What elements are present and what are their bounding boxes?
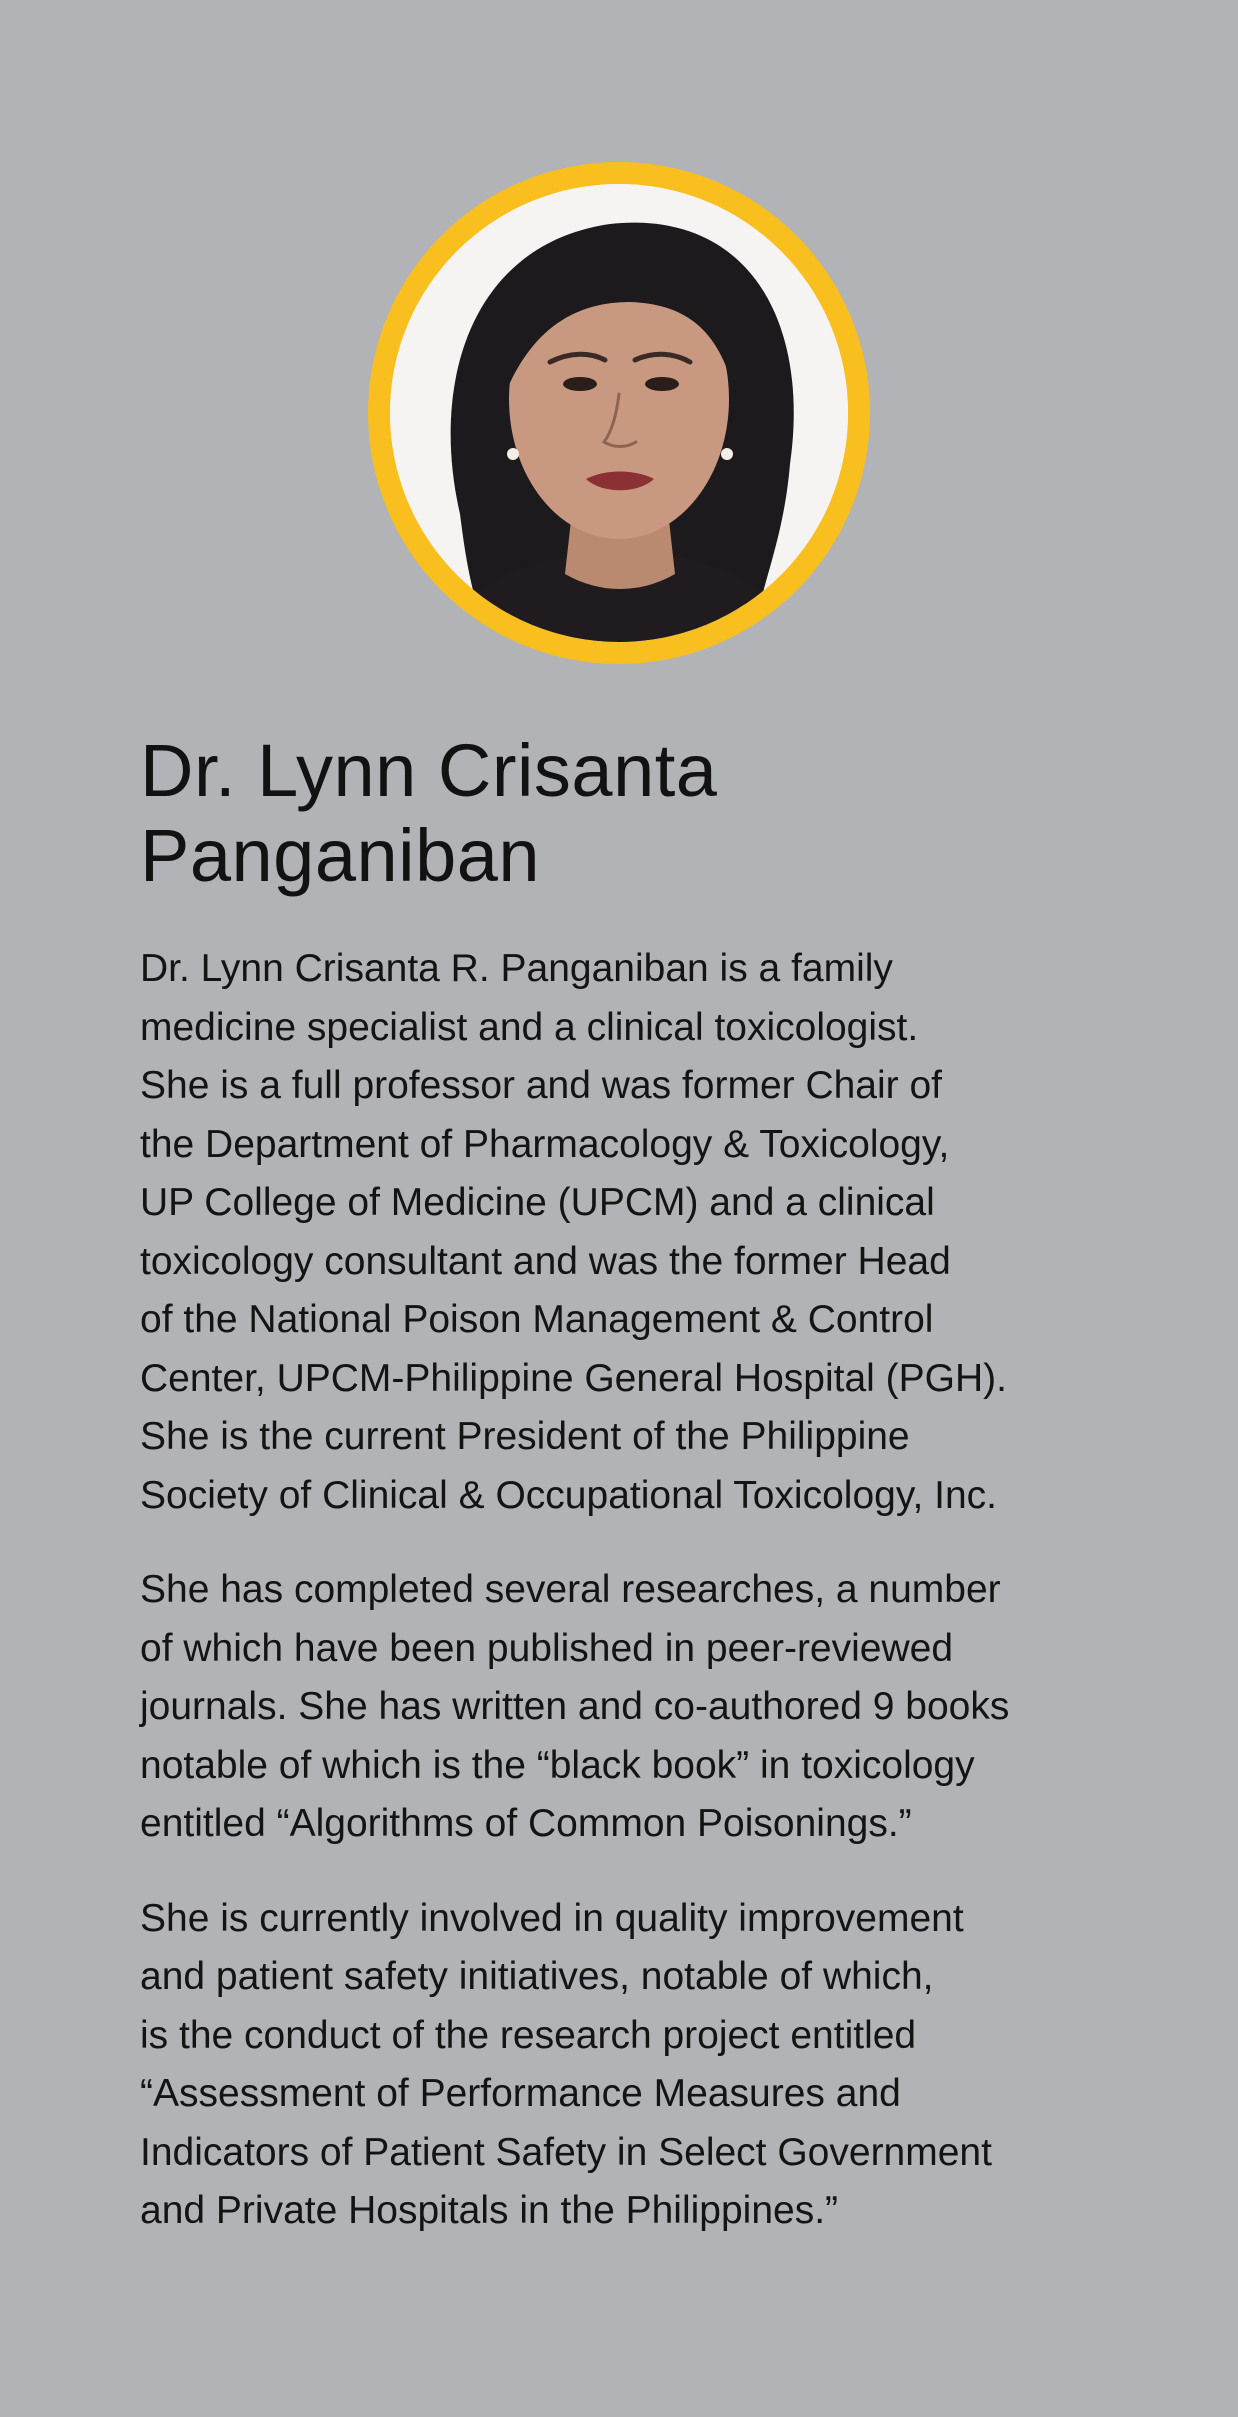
profile-name-line-2: Panganiban (140, 814, 541, 897)
portrait-frame (368, 162, 870, 664)
bio-line: Society of Clinical & Occupational Toxicology, Inc. (140, 1473, 997, 1517)
bio-line: medicine specialist and a clinical toxicologist. (140, 1005, 919, 1049)
bio-line: She has completed several researches, a number (140, 1568, 1001, 1611)
bio-line: entitled “Algorithms of Common Poisonings.” (140, 1802, 912, 1845)
portrait-illustration (390, 184, 848, 642)
bio-line: Indicators of Patient Safety in Select Government (140, 2130, 992, 2174)
bio-paragraph-3 (140, 1890, 1150, 2241)
bio-line: and patient safety initiatives, notable of which, (140, 1955, 934, 1998)
profile-photo (390, 184, 848, 642)
bio-line: Center, UPCM-Philippine General Hospital (PGH). (140, 1356, 1007, 1400)
bio-paragraph-2 (140, 1561, 1150, 1854)
bio-line: journals. She has written and co-authored 9 books (140, 1685, 1010, 1728)
bio-line: and Private Hospitals in the Philippines.” (140, 2189, 839, 2232)
bio-line: She is a full professor and was former Chair of (140, 1064, 943, 1107)
bio-line: Dr. Lynn Crisanta R. Panganiban is a family (140, 947, 893, 990)
biography (140, 940, 1150, 2277)
profile-name-line-1: Dr. Lynn Crisanta (140, 729, 718, 812)
bio-line: UP College of Medicine (UPCM) and a clinical (140, 1181, 935, 1224)
bio-line: of which have been published in peer-reviewed (140, 1626, 954, 1670)
bio-line: is the conduct of the research project entitled (140, 2013, 917, 2057)
bio-line: of the National Poison Management & Control (140, 1298, 934, 1341)
bio-line: “Assessment of Performance Measures and (140, 2072, 901, 2115)
bio-line: She is currently involved in quality improvement (140, 1896, 964, 1940)
bio-line: the Department of Pharmacology & Toxicology, (140, 1122, 950, 1166)
bio-line: notable of which is the “black book” in toxicology (140, 1743, 975, 1787)
bio-line: She is the current President of the Philippine (140, 1415, 910, 1458)
bio-paragraph-1 (140, 940, 1150, 1525)
bio-line: toxicology consultant and was the former Head (140, 1239, 951, 1283)
profile-name (140, 728, 1100, 898)
